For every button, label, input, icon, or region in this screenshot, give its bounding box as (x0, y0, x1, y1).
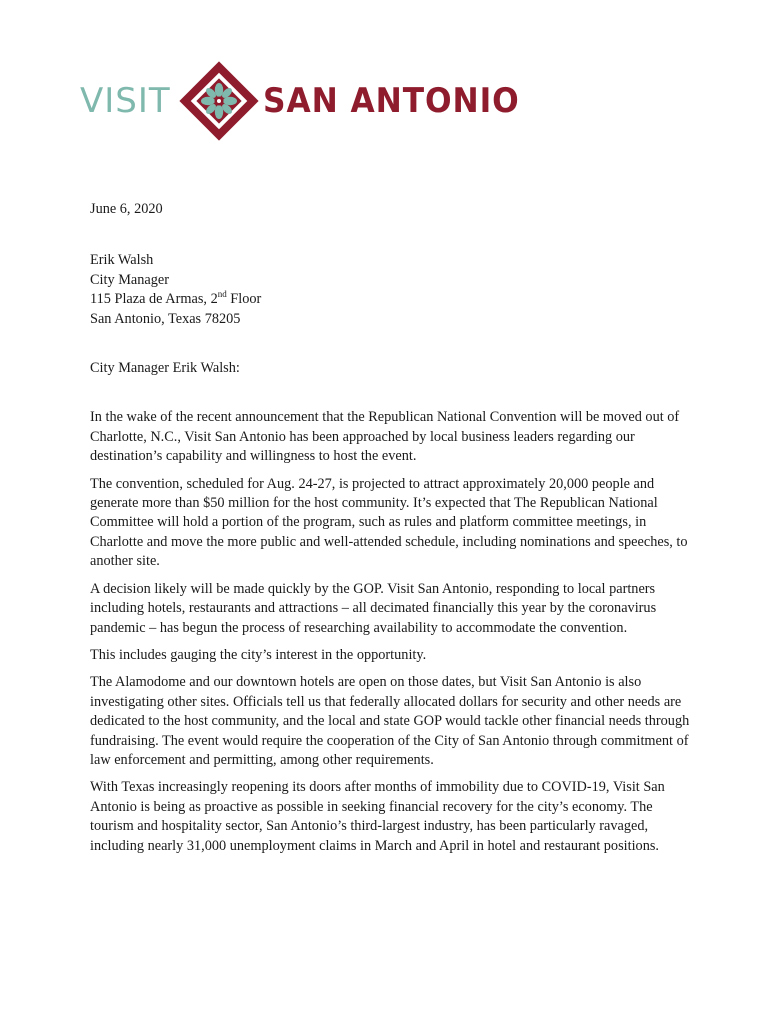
paragraph: With Texas increasingly reopening its doors after months of immobility due to COVID-19, Visit San Antonio is being as proactive as possible in seeking financial recovery for the city’s economy. The tourism and hospitality sector, San Antonio’s third-largest industry, has been particularly ravaged, including nearly 31,000 unemployment claims in March and April in hotel and restaurant positions. (90, 779, 665, 854)
salutation: City Manager Erik Walsh: (90, 360, 240, 377)
recipient-address (90, 251, 690, 329)
street-suffix: Floor (226, 291, 262, 308)
logo-visit-text: VISIT (80, 81, 171, 121)
letter-date: June 6, 2020 (90, 201, 163, 217)
street-ordinal: nd (217, 289, 227, 300)
recipient-street (90, 290, 690, 309)
letter-paragraphs (90, 408, 690, 856)
logo-brand-text: SAN ANTONIO (262, 81, 520, 121)
letter-body (90, 200, 690, 864)
recipient-title: City Manager (90, 271, 170, 288)
paragraph: This includes gauging the city’s interest in the opportunity. (90, 646, 427, 663)
recipient-city: San Antonio, Texas 78205 (90, 310, 241, 327)
tile-diamond-icon (177, 59, 261, 143)
street-text: 115 Plaza de Armas, 2 (90, 291, 218, 308)
paragraph: The convention, scheduled for Aug. 24-27, is projected to attract approximately 20,000 people and generate more than $50 million for the host community. It’s expected that The Republican National Committee will hold a portion of the program, such as rules and platform committee meetings, in Charlotte and move the more public and well-attended schedule, including nominations and speeches, to another site. (90, 475, 688, 570)
letterhead-logo (80, 58, 520, 144)
paragraph: A decision likely will be made quickly by the GOP. Visit San Antonio, responding to local partners including hotels, restaurants and attractions – all decimated financially this year by the coronavirus pandemic – has begun the process of researching availability to accommodate the convention. (90, 580, 657, 636)
recipient-name: Erik Walsh (90, 252, 154, 269)
paragraph: In the wake of the recent announcement that the Republican National Convention will be moved out of Charlotte, N.C., Visit San Antonio has been approached by local business leaders regarding our destination’s capability and willingness to host the event. (90, 409, 680, 465)
paragraph: The Alamodome and our downtown hotels are open on those dates, but Visit San Antonio is also investigating other sites. Officials tell us that federally allocated dollars for security and other needs are dedicated to the host community, and the local and state GOP would tackle other financial needs through fundraising. The event would require the cooperation of the City of San Antonio through commitment of law enforcement and permitting, among other requirements. (90, 674, 690, 768)
